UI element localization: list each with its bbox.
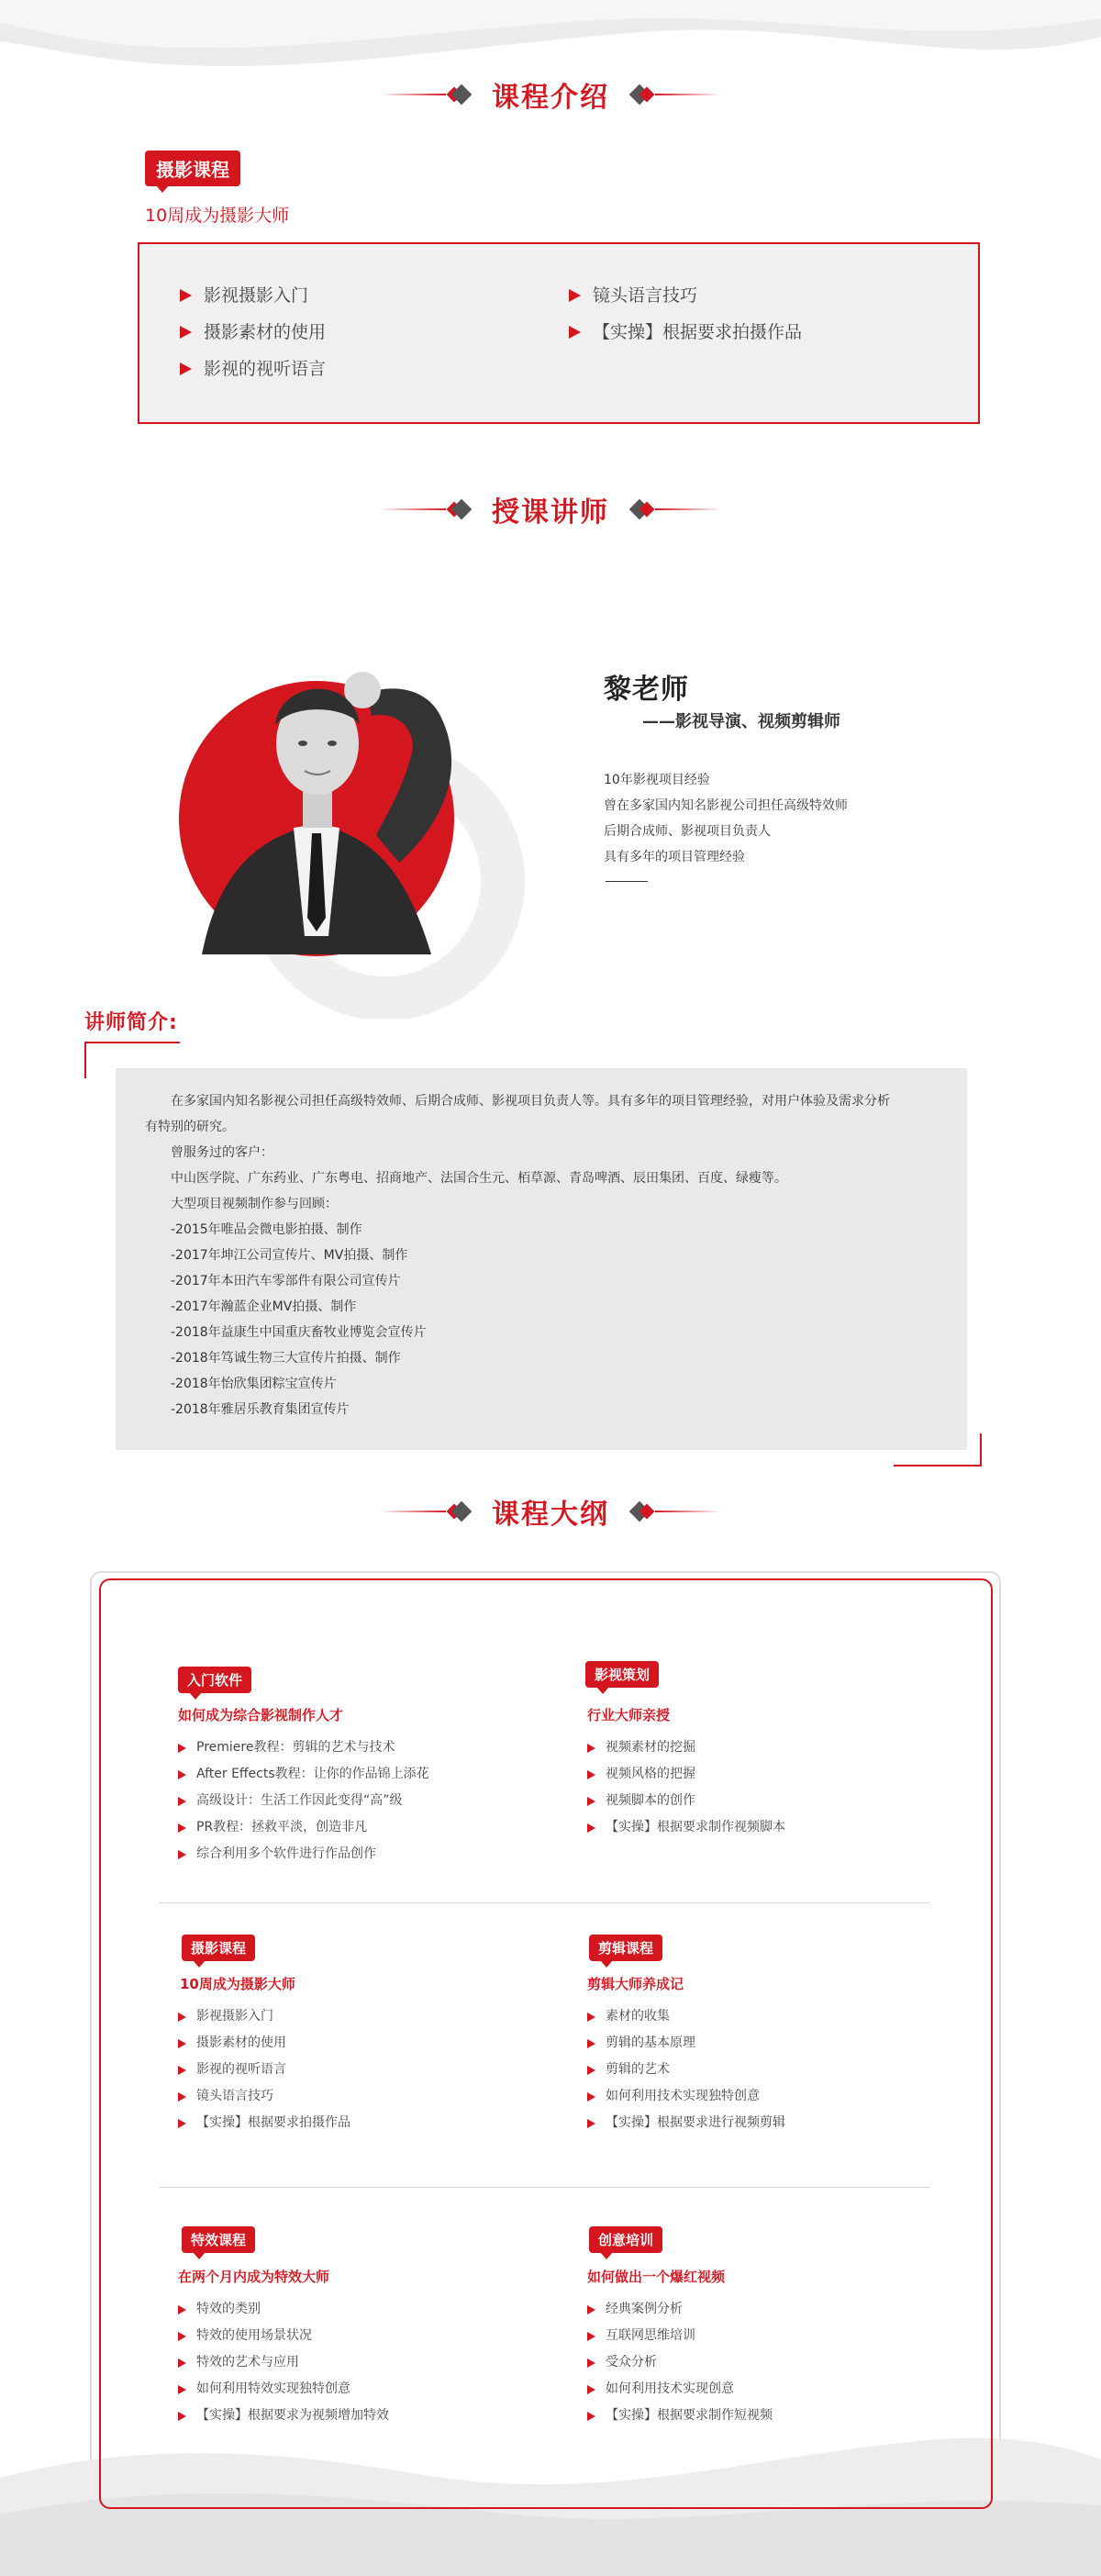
teacher-name: 黎老师 <box>604 674 689 706</box>
teacher-title: 授课讲师 <box>492 496 609 529</box>
module-list-creative <box>587 2296 773 2429</box>
list-item: 【实操】根据要求制作短视频 <box>587 2403 773 2429</box>
course-intro-subtitle: 10周成为摄影大师 <box>145 206 290 226</box>
list-item: 【实操】根据要求进行视频剪辑 <box>587 2110 785 2136</box>
module-subtitle: 剪辑大师养成记 <box>587 1976 684 1992</box>
list-item: PR教程：拯救平淡，创造非凡 <box>178 1814 429 1841</box>
list-item: 如何利用特效实现独特创意 <box>178 2376 389 2403</box>
bio-paragraph: -2018年雅居乐教育集团宣传片 <box>171 1402 350 1417</box>
diamond-ornament-left <box>451 1504 466 1519</box>
arrow-icon <box>587 2332 595 2341</box>
arrow-icon <box>178 2385 186 2394</box>
teacher-highlights <box>604 767 848 870</box>
arrow-icon <box>587 2013 595 2022</box>
syllabus-title: 课程大纲 <box>492 1499 609 1531</box>
module-tag-photography: 摄影课程 <box>182 1935 255 1961</box>
list-item: 剪辑的艺术 <box>587 2057 785 2083</box>
module-subtitle: 如何成为综合影视制作人才 <box>178 1707 344 1723</box>
bio-paragraph: 大型项目视频制作参与回顾： <box>171 1197 338 1211</box>
list-item: 影视的视听语言 <box>180 351 326 387</box>
arrow-icon <box>180 289 192 302</box>
module-subtitle: 如何做出一个爆红视频 <box>587 2269 726 2285</box>
arrow-icon <box>180 326 192 339</box>
arrow-icon <box>587 2066 595 2075</box>
heading-line-right <box>655 508 721 510</box>
arrow-icon <box>587 2092 595 2102</box>
list-item: 素材的收集 <box>587 2003 785 2030</box>
teacher-highlight: 曾在多家国内知名影视公司担任高级特效师 <box>604 798 848 813</box>
diamond-ornament-left <box>451 87 466 102</box>
teacher-highlight: 具有多年的项目管理经验 <box>604 850 745 864</box>
arrow-icon <box>178 1744 186 1753</box>
top-wave-decoration <box>0 0 1101 83</box>
syllabus-divider <box>159 1902 929 1903</box>
list-item: 影视摄影入门 <box>180 277 326 314</box>
bio-paragraph: -2015年唯品会微电影拍摄、制作 <box>171 1222 362 1237</box>
bio-corner-top-vertical <box>84 1042 86 1078</box>
bio-paragraph: 在多家国内知名影视公司担任高级特效师、后期合成师、影视项目负责人等。具有多年的项目管理经验，对用户体验及需求分析 <box>171 1094 890 1109</box>
list-item: 【实操】根据要求制作视频脚本 <box>587 1814 785 1841</box>
heading-line-left <box>380 508 446 510</box>
module-list-photography <box>178 2003 350 2136</box>
arrow-icon <box>178 1797 186 1806</box>
module-list-software <box>178 1734 429 1868</box>
syllabus-divider <box>159 2187 929 2188</box>
list-item: Premiere教程：剪辑的艺术与技术 <box>178 1734 429 1761</box>
bio-paragraph: -2017年瀚蓝企业MV拍摄、制作 <box>171 1299 357 1314</box>
heading-line-right <box>655 94 721 95</box>
module-list-effects <box>178 2296 389 2429</box>
course-intro-list-left <box>180 277 326 387</box>
heading-line-left <box>380 1511 446 1512</box>
diamond-ornament-left <box>451 502 466 517</box>
arrow-icon <box>587 2412 595 2421</box>
module-subtitle: 在两个月内成为特效大师 <box>178 2269 330 2285</box>
module-subtitle: 行业大师亲授 <box>587 1707 671 1723</box>
arrow-icon <box>178 2305 186 2314</box>
list-item: 摄影素材的使用 <box>180 314 326 351</box>
bio-box <box>116 1068 967 1450</box>
list-item: 经典案例分析 <box>587 2296 773 2323</box>
list-item: 镜头语言技巧 <box>569 277 802 314</box>
list-item: 【实操】根据要求拍摄作品 <box>569 314 802 351</box>
bio-corner-bottom <box>894 1465 982 1466</box>
list-item: 视频素材的挖掘 <box>587 1734 785 1761</box>
bio-paragraph: -2018年笃诚生物三大宣传片拍摄、制作 <box>171 1351 401 1366</box>
arrow-icon <box>178 2359 186 2368</box>
bio-paragraph: 有特别的研究。 <box>145 1120 235 1134</box>
heading-line-right <box>655 1511 721 1512</box>
list-item: 视频风格的把握 <box>587 1761 785 1788</box>
list-item: 视频脚本的创作 <box>587 1788 785 1814</box>
list-item: 受众分析 <box>587 2349 773 2376</box>
list-item: 特效的使用场景状况 <box>178 2323 389 2349</box>
arrow-icon <box>178 2119 186 2128</box>
module-subtitle: 10周成为摄影大师 <box>180 1976 295 1992</box>
course-intro-title: 课程介绍 <box>492 82 609 114</box>
module-tag-planning: 影视策划 <box>585 1661 659 1688</box>
list-item: 摄影素材的使用 <box>178 2030 350 2057</box>
heading-line-left <box>380 94 446 95</box>
bio-label: 讲师简介: <box>84 1011 178 1034</box>
bio-paragraph: -2017年坤江公司宣传片、MV拍摄、制作 <box>171 1248 408 1263</box>
arrow-icon <box>569 289 581 302</box>
arrow-icon <box>178 2092 186 2102</box>
list-item: 影视的视听语言 <box>178 2057 350 2083</box>
teacher-role: ——影视导演、视频剪辑师 <box>642 712 840 731</box>
list-item: 如何利用技术实现创意 <box>587 2376 773 2403</box>
list-item: 特效的艺术与应用 <box>178 2349 389 2376</box>
arrow-icon <box>178 2066 186 2075</box>
arrow-icon <box>178 2013 186 2022</box>
list-item: 【实操】根据要求为视频增加特效 <box>178 2403 389 2429</box>
arrow-icon <box>587 2305 595 2314</box>
arrow-icon <box>587 1744 595 1753</box>
arrow-icon <box>587 2385 595 2394</box>
diamond-ornament-right <box>635 502 650 517</box>
bio-text <box>145 1088 943 1422</box>
arrow-icon <box>587 1823 595 1833</box>
list-item: After Effects教程：让你的作品锦上添花 <box>178 1761 429 1788</box>
list-item: 镜头语言技巧 <box>178 2083 350 2110</box>
teacher-portrait <box>165 587 550 1019</box>
list-item: 特效的类别 <box>178 2296 389 2323</box>
module-tag-effects: 特效课程 <box>182 2226 255 2253</box>
list-item: 剪辑的基本原理 <box>587 2030 785 2057</box>
arrow-icon <box>178 2039 186 2048</box>
arrow-icon <box>178 1823 186 1833</box>
bio-paragraph: -2018年益康生中国重庆畜牧业博览会宣传片 <box>171 1325 427 1340</box>
arrow-icon <box>587 2039 595 2048</box>
list-item: 高级设计：生活工作因此变得“高”级 <box>178 1788 429 1814</box>
diamond-ornament-right <box>635 1504 650 1519</box>
module-list-planning <box>587 1734 785 1841</box>
bio-paragraph: 中山医学院、广东药业、广东粤电、招商地产、法国合生元、栢草源、青岛啤酒、辰田集团、百度、绿瘦等。 <box>171 1171 787 1186</box>
teacher-highlight: 10年影视项目经验 <box>604 773 710 787</box>
teacher-highlight: 后期合成师、影视项目负责人 <box>604 824 771 839</box>
bio-paragraph: -2018年怡欣集团粽宝宣传片 <box>171 1377 337 1391</box>
course-intro-tag: 摄影课程 <box>145 151 240 186</box>
module-tag-software: 入门软件 <box>178 1667 251 1693</box>
arrow-icon <box>178 2412 186 2421</box>
teacher-underline <box>606 881 648 882</box>
course-intro-list-right <box>569 277 802 351</box>
bio-corner-bottom-vertical <box>980 1433 982 1466</box>
arrow-icon <box>587 1770 595 1779</box>
arrow-icon <box>180 362 192 375</box>
module-tag-creative: 创意培训 <box>589 2226 662 2253</box>
list-item: 影视摄影入门 <box>178 2003 350 2030</box>
bio-paragraph: 曾服务过的客户： <box>171 1145 273 1160</box>
list-item: 综合利用多个软件进行作品创作 <box>178 1841 429 1868</box>
bio-paragraph: -2017年本田汽车零部件有限公司宣传片 <box>171 1274 401 1288</box>
list-item: 如何利用技术实现独特创意 <box>587 2083 785 2110</box>
bio-corner-top <box>84 1042 180 1043</box>
arrow-icon <box>587 2119 595 2128</box>
arrow-icon <box>178 1850 186 1859</box>
module-tag-editing: 剪辑课程 <box>589 1935 662 1961</box>
arrow-icon <box>587 2359 595 2368</box>
arrow-icon <box>569 326 581 339</box>
teacher-heading <box>0 486 1101 532</box>
syllabus-heading <box>0 1489 1101 1534</box>
list-item: 互联网思维培训 <box>587 2323 773 2349</box>
course-intro-heading <box>0 72 1101 117</box>
diamond-ornament-right <box>635 87 650 102</box>
arrow-icon <box>587 1797 595 1806</box>
list-item: 【实操】根据要求拍摄作品 <box>178 2110 350 2136</box>
module-list-editing <box>587 2003 785 2136</box>
arrow-icon <box>178 2332 186 2341</box>
arrow-icon <box>178 1770 186 1779</box>
